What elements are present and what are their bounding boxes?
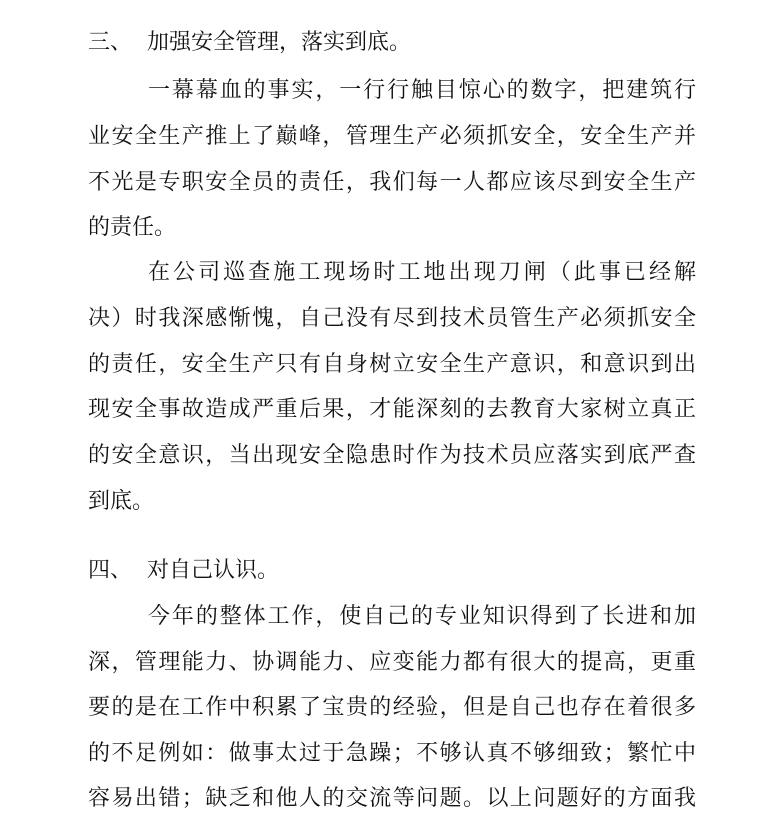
section-4-number: 四、 xyxy=(88,558,133,583)
section-3-title: 加强安全管理，落实到底。 xyxy=(147,30,412,55)
paragraph-line: 到底。 xyxy=(88,489,155,514)
paragraph-line: 的责任。 xyxy=(88,215,177,240)
paragraph-line: 要的是在工作中积累了宝贵的经验，但是自己也存在着很多 xyxy=(88,695,696,720)
paragraph-line: 今年的整体工作，使自己的专业知识得到了长进和加 xyxy=(148,604,696,629)
paragraph-line: 在公司巡查施工现场时工地出现刀闸（此事已经解 xyxy=(148,260,696,285)
section-3-number: 三、 xyxy=(88,30,133,55)
paragraph-line: 深，管理能力、协调能力、应变能力都有很大的提高，更重 xyxy=(88,650,696,675)
paragraph-line: 现安全事故造成严重后果，才能深刻的去教育大家树立真正 xyxy=(88,397,696,422)
paragraph-line: 的责任，安全生产只有自身树立安全生产意识，和意识到出 xyxy=(88,352,696,377)
paragraph-line: 决）时我深感惭愧，自己没有尽到技术员管生产必须抓安全 xyxy=(88,306,696,331)
section-4-title: 对自己认识。 xyxy=(147,558,280,583)
paragraph-line: 不光是专职安全员的责任，我们每一人都应该尽到安全生产 xyxy=(88,170,696,195)
paragraph-line: 业安全生产推上了巅峰，管理生产必须抓安全，安全生产并 xyxy=(88,124,696,149)
paragraph-line: 容易出错；缺乏和他人的交流等问题。以上问题好的方面我 xyxy=(88,786,696,811)
paragraph-line: 的安全意识，当出现安全隐患时作为技术员应落实到底严查 xyxy=(88,443,696,468)
paragraph-line: 的不足例如：做事太过于急躁；不够认真不够细致；繁忙中 xyxy=(88,741,696,766)
paragraph-line: 一幕幕血的事实，一行行触目惊心的数字，把建筑行 xyxy=(148,78,696,103)
